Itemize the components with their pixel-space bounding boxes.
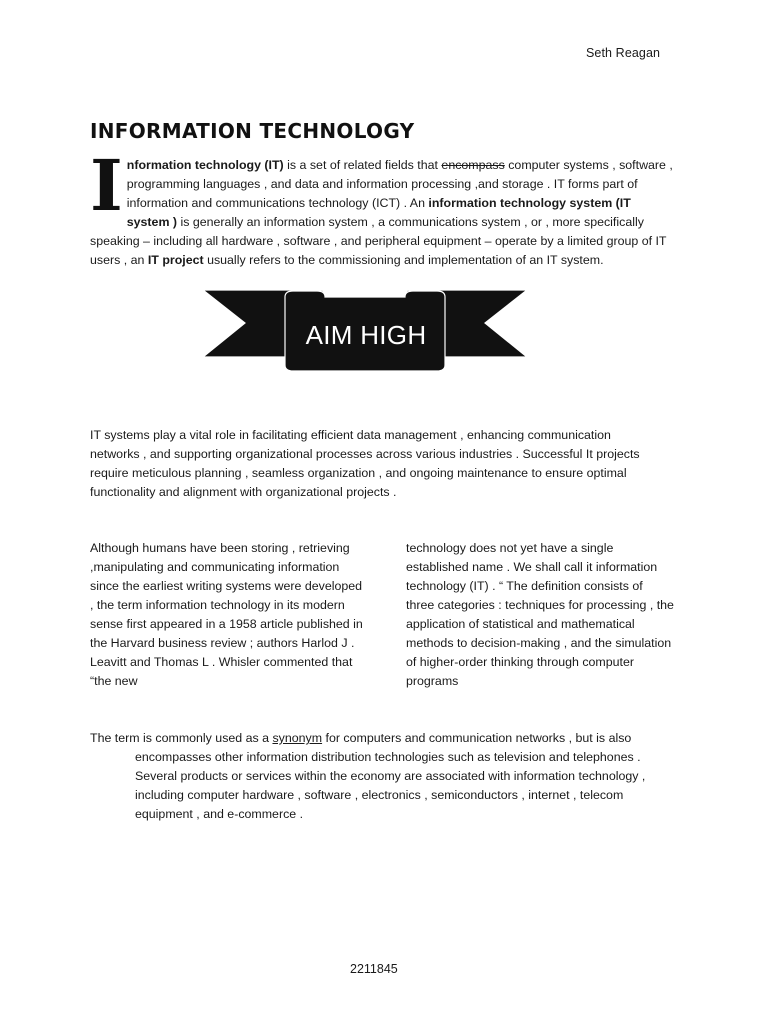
intro-struck-word: encompass bbox=[441, 158, 505, 172]
header-author: Seth Reagan bbox=[586, 46, 661, 60]
intro-text-2: computer systems , software , programming languages , and data and information processing ,and storage . IT forms part of information and communications technology (ICT) . An bbox=[126, 158, 673, 210]
intro-term-bold: nformation technology (IT) bbox=[126, 158, 284, 172]
paragraph-2: IT systems play a vital role in facilitating efficient data management , enhancing communication networks , and supporting organizational processes across various industries . Successful It projects require meticulous planning , seamless organization , and ongoing maintenance to ensure optimal functionality and alignment with organizational projects . bbox=[90, 428, 640, 499]
para3-text-2: for computers and communication networks , but is also encompasses other information distribution technologies such as television and telephones . Several products or services within the economy are associated with information technology , including computer hardware , software , electronics , semiconductors , internet , telecom equipment , and e-commerce . bbox=[135, 731, 646, 821]
paragraph-3 bbox=[90, 729, 675, 824]
para3-text-1: The term is commonly used as a bbox=[90, 731, 273, 745]
intro-bold-3: IT project bbox=[147, 253, 204, 267]
banner-text: AIM HIGH bbox=[305, 320, 427, 350]
intro-text-4: usually refers to the commissioning and implementation of an IT system. bbox=[203, 253, 604, 267]
intro-text-3: is generally an information system , a communications system , or , more specifically speaking – including all hardware , software , and peripheral equipment – operate by a limited group of IT users , an bbox=[90, 215, 667, 267]
intro-text-1: is a set of related fields that bbox=[283, 158, 442, 172]
column-left: Although humans have been storing , retrieving ,manipulating and communicating information since the earliest writing systems were developed , the term information technology in its modern sense first appeared in a 1958 article published in the Harvard business review ; authors Harlod J . Leavitt and Thomas L . Whisler commented that “the new bbox=[90, 541, 363, 688]
drop-cap: I bbox=[90, 144, 123, 227]
intro-paragraph bbox=[90, 144, 675, 270]
footer-number: 2211845 bbox=[350, 962, 398, 976]
column-right: technology does not yet have a single established name . We shall call it information technology (IT) . “ The definition consists of three categories : techniques for processing , the application of statistical and mathematical methods to decision-making , and the simulation of higher-order thinking through computer programs bbox=[406, 541, 674, 688]
synonym-link: synonym bbox=[272, 731, 323, 745]
intro-bold-2: information technology system (IT system ) bbox=[126, 196, 631, 229]
document-title: INFORMATION TECHNOLOGY bbox=[90, 119, 415, 143]
